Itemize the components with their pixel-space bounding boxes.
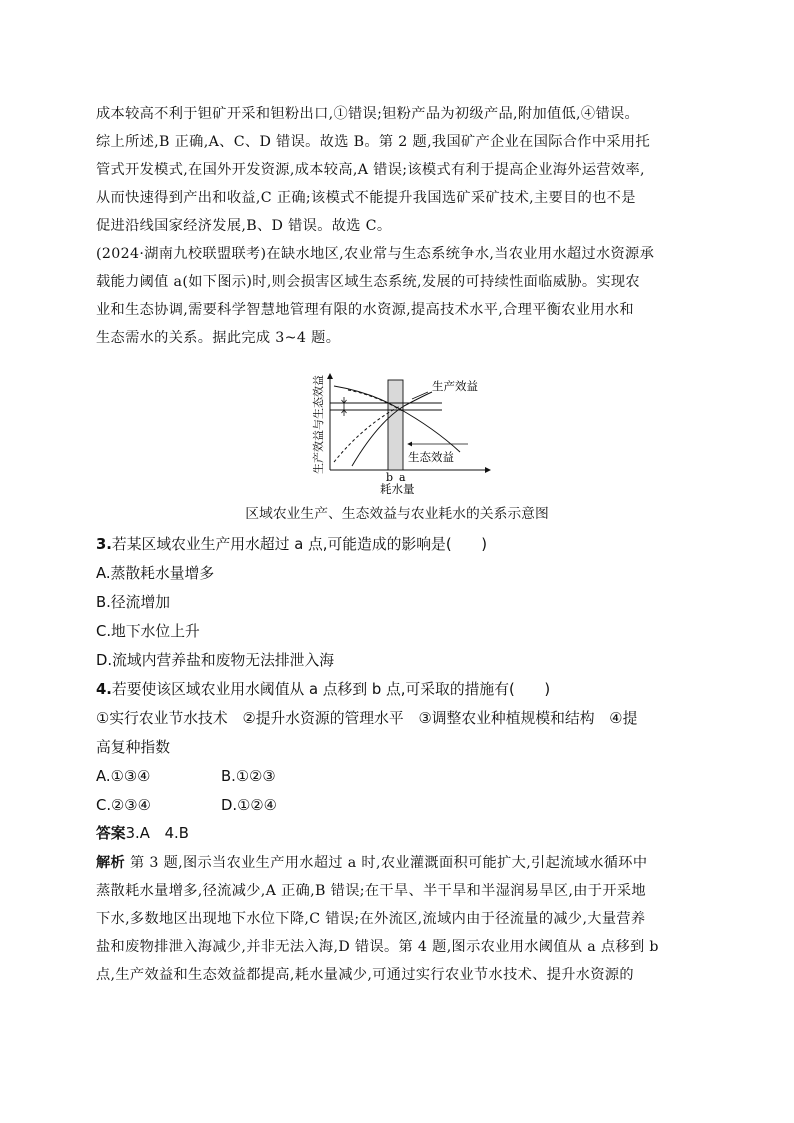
question-4-option-a: A.①③④ bbox=[96, 768, 151, 785]
question-3-option-a: A.蒸散耗水量增多 bbox=[96, 565, 215, 582]
question-3-option-d: D.流域内营养盐和废物无法排泄入海 bbox=[96, 652, 335, 669]
answer-label: 答案 bbox=[96, 825, 126, 842]
solution-line: 下水,多数地区出现地下水位下降,C 错误;在外流区,流域内由于径流量的减少,大量营养 bbox=[96, 911, 646, 927]
question-3-option-c: C.地下水位上升 bbox=[96, 623, 200, 640]
figure-caption: 区域农业生产、生态效益与农业耗水的关系示意图 bbox=[245, 506, 549, 522]
intro-line: 成本较高不利于钽矿开采和钽粉出口,①错误;钽粉产品为初级产品,附加值低,④错误。 bbox=[96, 106, 640, 122]
question-3-stem-line bbox=[96, 530, 696, 559]
intro-line: 从而快速得到产出和收益,C 正确;该模式不能提升我国选矿采矿技术,主要目的也不是 bbox=[96, 190, 636, 206]
water-benefit-diagram bbox=[308, 366, 498, 494]
intro-line: 管式开发模式,在国外开发资源,成本较高,A 错误;该模式有利于提高企业海外运营效率, bbox=[96, 162, 645, 178]
intro-paragraph bbox=[96, 100, 696, 240]
solution-line bbox=[96, 849, 696, 877]
question-3-stem: 若某区域农业生产用水超过 a 点,可能造成的影响是( ) bbox=[111, 536, 487, 553]
question-4-stem-line bbox=[96, 675, 696, 704]
material-line: (2024·湖南九校联盟联考)在缺水地区,农业常与生态系统争水,当农业用水超过水资源承 bbox=[96, 246, 655, 262]
question-4-measures-line: 高复种指数 bbox=[96, 739, 170, 756]
answer-line bbox=[96, 820, 696, 848]
options-row bbox=[96, 762, 496, 791]
solution-line-text: 第 3 题,图示当农业生产用水超过 a 时,农业灌溉面积可能扩大,引起流域水循环中 bbox=[129, 855, 648, 871]
solution-line: 蒸散耗水量增多,径流减少,A 正确,B 错误;在干旱、半干旱和半湿润易旱区,由于开采地 bbox=[96, 883, 646, 899]
material-line: 业和生态协调,需要科学智慧地管理有限的水资源,提高技术水平,合理平衡农业用水和 bbox=[96, 302, 634, 318]
question-3-option-b: B.径流增加 bbox=[96, 594, 171, 611]
threshold-band bbox=[388, 380, 403, 470]
question-4-measures-line: ①实行农业节水技术 ②提升水资源的管理水平 ③调整农业种植规模和结构 ④提 bbox=[96, 710, 638, 727]
solution-line: 盐和废物排泄入海减少,并非无法入海,D 错误。第 4 题,图示农业用水阈值从 a 点移到 b bbox=[96, 939, 659, 955]
question-4-options bbox=[96, 762, 496, 820]
material-line: 生态需水的关系。据此完成 3~4 题。 bbox=[96, 330, 341, 346]
production-curve-label: 生产效益 bbox=[432, 379, 478, 393]
ecology-curve-label: 生态效益 bbox=[408, 450, 454, 464]
intro-line: 综上所述,B 正确,A、C、D 错误。故选 B。第 2 题,我国矿产企业在国际合作中采用托 bbox=[96, 134, 650, 150]
tick-b: b bbox=[386, 471, 394, 484]
answer-text: 3.A 4.B bbox=[125, 825, 189, 842]
question-4-option-c: C.②③④ bbox=[96, 797, 151, 814]
solution-label: 解析 bbox=[96, 855, 126, 871]
intro-line: 促进沿线国家经济发展,B、D 错误。故选 C。 bbox=[96, 218, 392, 234]
solution-line: 点,生产效益和生态效益都提高,耗水量减少,可通过实行农业节水技术、提升水资源的 bbox=[96, 967, 634, 983]
question-3-number: 3. bbox=[96, 536, 112, 553]
material-paragraph bbox=[96, 240, 696, 352]
x-axis-label: 耗水量 bbox=[380, 482, 415, 494]
question-4-number: 4. bbox=[96, 681, 112, 698]
tick-a: a bbox=[399, 471, 406, 484]
question-4-option-b: B.①②③ bbox=[221, 768, 276, 785]
question-3 bbox=[96, 530, 696, 675]
material-line: 载能力阈值 a(如下图示)时,则会损害区域生态系统,发展的可持续性面临威胁。实现农 bbox=[96, 274, 640, 290]
question-4-option-d: D.①②④ bbox=[221, 797, 277, 814]
question-4-stem: 若要使该区域农业用水阈值从 a 点移到 b 点,可采取的措施有( ) bbox=[111, 681, 551, 698]
solution-paragraph bbox=[96, 849, 696, 989]
question-4 bbox=[96, 675, 696, 762]
options-row bbox=[96, 791, 496, 820]
diagram-svg bbox=[308, 366, 498, 494]
y-axis-label: 生产效益与生态效益 bbox=[312, 375, 325, 474]
